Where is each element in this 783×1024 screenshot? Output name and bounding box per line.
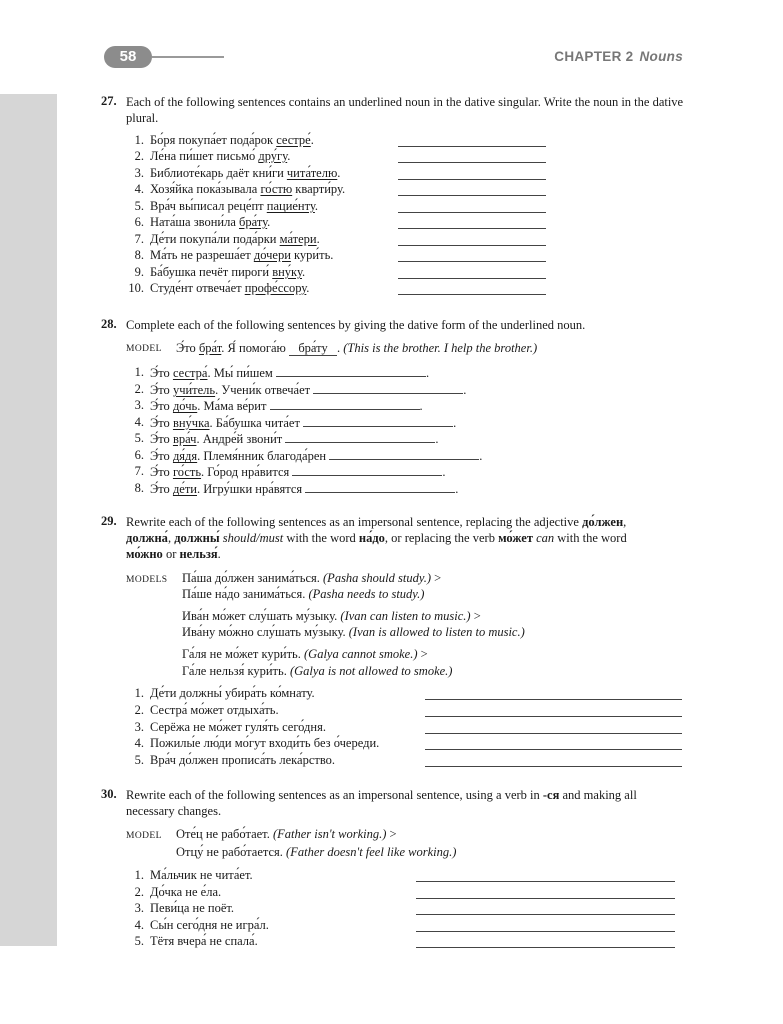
- q27-item-sentence: [150, 265, 305, 280]
- model-translation: (Pasha needs to study.): [308, 587, 425, 601]
- model-translation: (Pasha should study.): [323, 571, 431, 585]
- item-number: 3.: [134, 166, 144, 180]
- model-russian: Ива́н мо́жет слу́шать му́зыку.: [182, 609, 341, 623]
- chapter-label: CHAPTER 2: [554, 49, 634, 64]
- q27-item-sentence: [150, 281, 309, 296]
- chapter-heading: [554, 49, 683, 64]
- sentence-text: . Учени́к отвеча́ет: [215, 383, 311, 397]
- item-number: 5.: [134, 753, 144, 767]
- underlined-noun: вну́ку: [272, 265, 302, 279]
- model-russian: Га́ля не мо́жет кури́ть.: [182, 647, 305, 661]
- answer-blank[interactable]: [398, 245, 546, 246]
- item-number: 8.: [134, 248, 144, 262]
- model-russian: Оте́ц не рабо́тает.: [176, 827, 273, 841]
- q29-instr-b: ,: [623, 515, 627, 529]
- item-number: 5.: [134, 431, 144, 445]
- answer-blank[interactable]: [329, 448, 479, 460]
- q27-item-sentence: [150, 133, 314, 148]
- item-number: 4.: [134, 918, 144, 932]
- model-arrow: >: [417, 647, 428, 661]
- item-number: 6.: [134, 448, 144, 462]
- q29-model-line: [182, 609, 481, 624]
- sentence-text: Э́то: [150, 383, 173, 397]
- q29-instr-g: .: [217, 547, 221, 561]
- sentence-text: Библиоте́карь даёт кни́ги: [150, 166, 287, 180]
- q29-model-line: [182, 647, 428, 662]
- answer-blank[interactable]: [425, 733, 682, 734]
- q30-item-sentence: Тётя вчера́ не спала́.: [150, 934, 258, 948]
- sentence-text: .: [287, 149, 291, 163]
- sentence-text: Студе́нт отвеча́ет: [150, 281, 245, 295]
- sentence-text: кварти́ру.: [292, 182, 346, 196]
- q29-bold-1: до́лжен: [582, 515, 624, 529]
- answer-blank[interactable]: [398, 261, 546, 262]
- item-number: 1.: [134, 868, 144, 882]
- answer-blank[interactable]: [398, 179, 546, 180]
- q28-item-sentence: Э́то дя́дя. Племя́нник благода́рен .: [150, 449, 483, 463]
- answer-blank[interactable]: [398, 278, 546, 279]
- q28-item-sentence: Э́то до́чь. Ма́ма ве́рит .: [150, 399, 423, 413]
- sentence-text: .: [314, 199, 319, 213]
- sentence-text: Ма́ть не разреша́ет: [150, 248, 254, 262]
- q27-item-sentence: [150, 182, 345, 197]
- item-number: 8.: [134, 481, 144, 495]
- q27-item-sentence: [150, 232, 320, 247]
- q29-models-label: MODELS: [126, 575, 168, 585]
- q28-model-label: MODEL: [126, 344, 162, 354]
- item-number: 3.: [134, 720, 144, 734]
- q29-instr-e: with the word: [554, 531, 627, 545]
- item-number: 1.: [134, 686, 144, 700]
- answer-blank[interactable]: [270, 398, 420, 410]
- answer-blank[interactable]: [398, 212, 546, 213]
- q29-bold-4: на́до: [358, 531, 385, 545]
- sentence-text: Бо́ря покупа́ет пода́рок: [150, 133, 277, 147]
- q28-model-translation: (This is the brother. I help the brother.): [343, 341, 538, 355]
- q29-item-sentence: Де́ти должны́ убира́ть ко́мнату.: [150, 686, 315, 700]
- underlined-noun: вну́чка: [172, 416, 210, 430]
- model-russian: Отцу́ не рабо́тается.: [176, 845, 287, 859]
- answer-blank[interactable]: [416, 931, 675, 932]
- q29-instr-a: Rewrite each of the following sentences as an impersonal sentence, replacing the adjective: [126, 515, 583, 529]
- sentence-text: .: [316, 232, 320, 246]
- model-russian: Га́ле нельзя́ кури́ть.: [182, 664, 290, 678]
- answer-blank[interactable]: [398, 162, 546, 163]
- q28-item-sentence: Э́то вну́чка. Ба́бушка чита́ет .: [150, 416, 457, 430]
- q28-item-sentence: Э́то учи́тель. Учени́к отвеча́ет .: [150, 383, 467, 397]
- q30-model-label: MODEL: [126, 831, 162, 841]
- q28-model-answer: бра́ту: [289, 342, 337, 356]
- q27-item-sentence: [150, 149, 290, 164]
- q30-model-line: [176, 845, 456, 860]
- q29-item-sentence: Вра́ч до́лжен прописа́ть лека́рство.: [150, 753, 336, 767]
- sentence-text: Вра́ч вы́писал реце́пт: [150, 199, 267, 213]
- answer-blank[interactable]: [425, 766, 682, 767]
- model-translation: (Galya cannot smoke.): [304, 647, 418, 661]
- underlined-noun: до́чери: [253, 248, 291, 262]
- q29-model-line: [182, 625, 525, 640]
- model-translation: (Ivan is allowed to listen to music.): [348, 625, 525, 639]
- underlined-noun: пацие́нту: [266, 199, 315, 213]
- q29-instr-c: with the word: [283, 531, 359, 545]
- underlined-noun: чита́телю: [286, 166, 338, 180]
- answer-blank[interactable]: [398, 294, 546, 295]
- underlined-noun: дя́дя: [172, 449, 198, 463]
- underlined-noun: го́стю: [260, 182, 293, 196]
- q30-number: 30.: [101, 787, 117, 801]
- item-number: 2.: [134, 703, 144, 717]
- q29-instr-d: , or replacing the verb: [384, 531, 499, 545]
- item-number: 10.: [128, 281, 144, 295]
- q28-item-sentence: Э́то го́сть. Го́род нра́вится .: [150, 465, 446, 479]
- item-number: 4.: [134, 182, 144, 196]
- sentence-text: .: [337, 166, 341, 180]
- item-number: 7.: [134, 232, 144, 246]
- sentence-text: Э́то: [150, 482, 173, 496]
- q29-item-sentence: Пожилы́е лю́ди мо́гут входи́ть без о́череди.: [150, 736, 380, 750]
- q30-instr-b: and making all necessary changes.: [126, 788, 637, 818]
- item-number: 9.: [134, 265, 144, 279]
- q29-model-line: [182, 571, 441, 586]
- underlined-noun: дру́гу: [258, 149, 288, 163]
- item-number: 1.: [134, 133, 144, 147]
- answer-blank[interactable]: [425, 749, 682, 750]
- answer-blank[interactable]: [292, 464, 442, 476]
- q29-bold-2: должна́: [126, 531, 168, 545]
- underlined-noun: вра́ч: [172, 432, 197, 446]
- underlined-noun: профе́ссору: [244, 281, 307, 295]
- answer-blank[interactable]: [276, 365, 426, 377]
- item-number: 4.: [134, 736, 144, 750]
- answer-blank[interactable]: [398, 195, 546, 196]
- sentence-text: Э́то: [150, 449, 173, 463]
- q28-model: [176, 340, 537, 356]
- q29-item-sentence: Серёжа не мо́жет гуля́ть сего́дня.: [150, 720, 326, 734]
- model-translation: (Galya is not allowed to smoke.): [289, 664, 453, 678]
- answer-blank[interactable]: [303, 415, 453, 427]
- q29-instr-f: or: [162, 547, 180, 561]
- q30-model-line: [176, 827, 397, 842]
- underlined-noun: сестра́: [172, 366, 208, 380]
- q30-item-sentence: До́чка не е́ла.: [150, 885, 222, 899]
- sentence-text: .: [310, 133, 314, 147]
- sentence-text: Ба́бушка печёт пироги́: [150, 265, 273, 279]
- side-margin-bar: [0, 94, 57, 946]
- sentence-text: Э́то: [150, 465, 173, 479]
- q28-instruction: Complete each of the following sentences by giving the dative form of the underlined noun.: [126, 318, 586, 332]
- answer-blank[interactable]: [305, 481, 455, 493]
- sentence-text: . Ма́ма ве́рит: [197, 399, 267, 413]
- sentence-text: .: [267, 215, 271, 229]
- answer-blank[interactable]: [416, 881, 675, 882]
- model-russian: Ива́ну мо́жно слу́шать му́зыку.: [182, 625, 349, 639]
- q29-model-line: [182, 587, 424, 602]
- q29-bold-7: нельзя́: [179, 547, 218, 561]
- q28-item-sentence: Э́то де́ти. Игру́шки нра́вятся .: [150, 482, 459, 496]
- q29-bold-5: мо́жет: [498, 531, 533, 545]
- answer-blank[interactable]: [398, 228, 546, 229]
- answer-blank[interactable]: [425, 699, 682, 700]
- q30-instruction: [126, 787, 686, 819]
- sentence-text: . Ба́бушка чита́ет: [209, 416, 300, 430]
- item-number: 5.: [134, 934, 144, 948]
- q30-item-sentence: Сы́н сего́дня не игра́л.: [150, 918, 269, 932]
- sentence-text: Э́то: [150, 432, 173, 446]
- q27-instruction: Each of the following sentences contains an underlined noun in the dative singular. Write the noun in the dative plural.: [126, 95, 684, 125]
- underlined-noun: сестре́: [276, 133, 311, 147]
- q27-item-sentence: [150, 166, 340, 181]
- q27-item-sentence: [150, 199, 318, 214]
- item-number: 5.: [134, 199, 144, 213]
- item-number: 1.: [134, 365, 144, 379]
- underlined-noun: учи́тель: [172, 383, 216, 397]
- model-arrow: >: [386, 827, 397, 841]
- sentence-text: кури́ть.: [290, 248, 334, 262]
- sentence-text: Ната́ша звони́ла: [150, 215, 240, 229]
- sentence-text: Хозя́йка пока́зывала: [150, 182, 261, 196]
- model-russian: Па́ше на́до занима́ться.: [182, 587, 309, 601]
- item-number: 4.: [134, 415, 144, 429]
- answer-blank[interactable]: [425, 716, 682, 717]
- q28-item-sentence: Э́то сестра́. Мы́ пи́шем .: [150, 366, 430, 380]
- sentence-text: . Андре́й звони́т: [196, 432, 283, 446]
- q27-item-sentence: [150, 215, 270, 230]
- q30-item-sentence: Ма́льчик не чита́ет.: [150, 868, 253, 882]
- q28-model-post: .: [337, 341, 344, 355]
- answer-blank[interactable]: [285, 431, 435, 443]
- sentence-text: .: [301, 265, 306, 279]
- underlined-noun: бра́ту: [239, 215, 268, 229]
- answer-blank[interactable]: [416, 914, 675, 915]
- sentence-text: . Игру́шки нра́вятся: [197, 482, 303, 496]
- q27-item-sentence: [150, 248, 333, 263]
- q28-number: 28.: [101, 317, 117, 331]
- sentence-text: Ле́на пи́шет письмо́: [150, 149, 259, 163]
- answer-blank[interactable]: [416, 898, 675, 899]
- sentence-text: . Го́род нра́вится: [201, 465, 290, 479]
- q28-model-mid: . Я́ помога́ю: [221, 341, 290, 355]
- answer-blank[interactable]: [313, 382, 463, 394]
- model-russian: Па́ша до́лжен занима́ться.: [182, 571, 324, 585]
- item-number: 2.: [134, 382, 144, 396]
- model-translation: (Ivan can listen to music.): [340, 609, 471, 623]
- model-arrow: >: [470, 609, 481, 623]
- answer-blank[interactable]: [416, 947, 675, 948]
- item-number: 6.: [134, 215, 144, 229]
- q29-sep-1: ,: [167, 531, 175, 545]
- underlined-noun: ма́тери: [279, 232, 317, 246]
- q29-number: 29.: [101, 514, 117, 528]
- answer-blank[interactable]: [398, 146, 546, 147]
- q29-item-sentence: Сестра́ мо́жет отдыха́ть.: [150, 703, 279, 717]
- item-number: 3.: [134, 398, 144, 412]
- q29-model-line: [182, 664, 452, 679]
- underlined-noun: до́чь: [172, 399, 198, 413]
- page-number-badge: 58: [104, 46, 152, 68]
- sentence-text: . Мы́ пи́шем: [207, 366, 273, 380]
- item-number: 7.: [134, 464, 144, 478]
- sentence-text: Э́то: [150, 399, 173, 413]
- sentence-text: Де́ти покупа́ли пода́рки: [150, 232, 280, 246]
- underlined-noun: го́сть: [172, 465, 202, 479]
- q28-item-sentence: Э́то вра́ч. Андре́й звони́т .: [150, 432, 439, 446]
- q30-instr-a: Rewrite each of the following sentences as an impersonal sentence, using a verb in: [126, 788, 543, 802]
- sentence-text: . Племя́нник благода́рен: [197, 449, 327, 463]
- header-rule: [152, 56, 224, 58]
- q29-bold-6: мо́жно: [126, 547, 163, 561]
- item-number: 3.: [134, 901, 144, 915]
- q27-number: 27.: [101, 94, 117, 108]
- q29-italic-1: should/must: [219, 531, 284, 545]
- underlined-noun: де́ти: [172, 482, 197, 496]
- item-number: 2.: [134, 149, 144, 163]
- model-translation: (Father doesn't feel like working.): [286, 845, 457, 859]
- q30-bold-1: -ся: [542, 788, 560, 802]
- q28-model-noun: бра́т: [198, 341, 222, 355]
- sentence-text: Э́то: [150, 366, 173, 380]
- model-arrow: >: [431, 571, 442, 585]
- section-label: Nouns: [639, 49, 683, 64]
- sentence-text: Э́то: [150, 416, 173, 430]
- q30-item-sentence: Певи́ца не поёт.: [150, 901, 235, 915]
- sentence-text: .: [306, 281, 310, 295]
- q28-model-pre: Э́то: [176, 341, 199, 355]
- item-number: 2.: [134, 885, 144, 899]
- q29-italic-2: can: [532, 531, 555, 545]
- model-translation: (Father isn't working.): [272, 827, 387, 841]
- q29-bold-3: должны́: [174, 531, 220, 545]
- q29-instruction: [126, 514, 686, 562]
